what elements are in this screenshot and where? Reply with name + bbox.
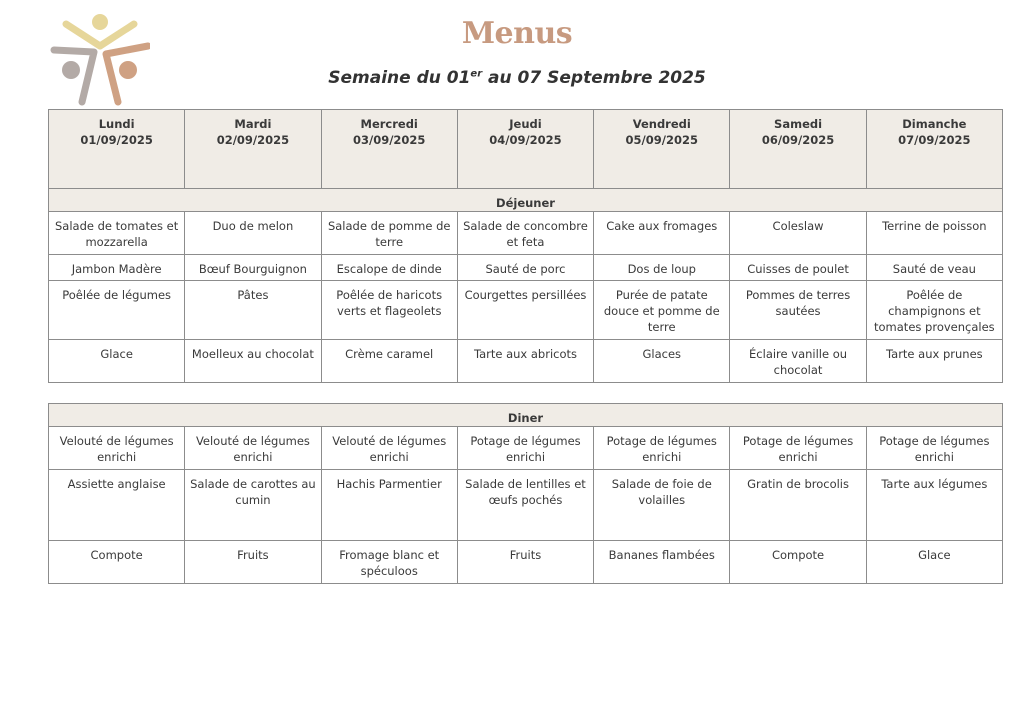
menu-cell: Poêlée de champignons et tomates provençales [866,281,1002,340]
menu-cell: Fruits [185,541,321,584]
dinner-dessert-row [49,541,1003,584]
menu-cell: Salade de foie de volailles [594,470,730,541]
subtitle-prefix: Semaine du 01 [328,68,471,88]
menu-cell: Éclaire vanille ou chocolat [730,340,866,383]
menu-cell: Tarte aux légumes [866,470,1002,541]
menu-cell: Velouté de légumes enrichi [49,427,185,470]
page-subtitle [0,68,1024,88]
lunch-table [48,109,1003,383]
dinner-section-row [49,404,1003,427]
menu-cell: Glace [866,541,1002,584]
subtitle-suffix: au 07 Septembre 2025 [482,68,706,88]
day-date: 06/09/2025 [761,133,835,147]
menu-cell: Salade de concombre et feta [457,212,593,255]
day-header-cell [594,110,730,189]
lunch-section-row [49,189,1003,212]
menu-cell: Dos de loup [594,255,730,281]
day-header-cell [866,110,1002,189]
menu-cell: Potage de légumes enrichi [730,427,866,470]
menu-cell: Fromage blanc et spéculoos [321,541,457,584]
menu-cell: Bœuf Bourguignon [185,255,321,281]
menu-cell: Salade de carottes au cumin [185,470,321,541]
lunch-starter-row [49,212,1003,255]
menu-cell: Coleslaw [730,212,866,255]
menu-cell: Gratin de brocolis [730,470,866,541]
day-header-cell [185,110,321,189]
menu-cell: Potage de légumes enrichi [457,427,593,470]
menu-cell: Salade de tomates et mozzarella [49,212,185,255]
day-name: Mercredi [360,117,418,131]
day-name: Jeudi [509,117,542,131]
day-name: Mardi [234,117,272,131]
menu-cell: Poêlée de haricots verts et flageolets [321,281,457,340]
dinner-starter-row [49,427,1003,470]
day-name: Dimanche [902,117,967,131]
menu-cell: Poêlée de légumes [49,281,185,340]
menu-cell: Jambon Madère [49,255,185,281]
subtitle-superscript: er [470,68,483,80]
menu-cell: Tarte aux abricots [457,340,593,383]
dinner-table [48,403,1003,584]
day-date: 02/09/2025 [216,133,290,147]
menu-cell: Glaces [594,340,730,383]
day-date: 03/09/2025 [352,133,426,147]
menu-cell: Duo de melon [185,212,321,255]
menu-cell: Purée de patate douce et pomme de terre [594,281,730,340]
menu-cell: Sauté de porc [457,255,593,281]
menu-cell: Sauté de veau [866,255,1002,281]
menu-cell: Compote [49,541,185,584]
day-date: 04/09/2025 [489,133,562,147]
menu-cell: Fruits [457,541,593,584]
menu-cell: Assiette anglaise [49,470,185,541]
menu-cell: Moelleux au chocolat [185,340,321,383]
day-name: Samedi [774,117,823,131]
dinner-section-label: Diner [49,404,1003,427]
menu-cell: Potage de légumes enrichi [594,427,730,470]
lunch-side-row [49,281,1003,340]
menu-cell: Escalope de dinde [321,255,457,281]
day-header-cell [49,110,185,189]
day-name: Lundi [98,117,135,131]
menu-cell: Potage de légumes enrichi [866,427,1002,470]
day-date: 01/09/2025 [80,133,153,147]
menu-cell: Courgettes persillées [457,281,593,340]
menu-cell: Velouté de légumes enrichi [321,427,457,470]
lunch-dessert-row [49,340,1003,383]
menu-cell: Salade de pomme de terre [321,212,457,255]
menu-cell: Salade de lentilles et œufs pochés [457,470,593,541]
day-name: Vendredi [632,117,691,131]
day-header-row [49,110,1003,189]
menu-cell: Crème caramel [321,340,457,383]
day-header-cell [730,110,866,189]
lunch-section-label: Déjeuner [49,189,1003,212]
menu-cell: Compote [730,541,866,584]
lunch-main-row [49,255,1003,281]
day-date: 07/09/2025 [898,133,971,147]
menu-cell: Glace [49,340,185,383]
menu-cell: Velouté de légumes enrichi [185,427,321,470]
day-date: 05/09/2025 [625,133,698,147]
menu-cell: Terrine de poisson [866,212,1002,255]
menu-cell: Hachis Parmentier [321,470,457,541]
menu-cell: Cuisses de poulet [730,255,866,281]
day-header-cell [457,110,593,189]
menu-cell: Cake aux fromages [594,212,730,255]
dinner-main-row [49,470,1003,541]
day-header-cell [321,110,457,189]
menu-cell: Pâtes [185,281,321,340]
page-title: Menus [461,16,573,51]
menu-cell: Tarte aux prunes [866,340,1002,383]
menu-cell: Bananes flambées [594,541,730,584]
menu-cell: Pommes de terres sautées [730,281,866,340]
